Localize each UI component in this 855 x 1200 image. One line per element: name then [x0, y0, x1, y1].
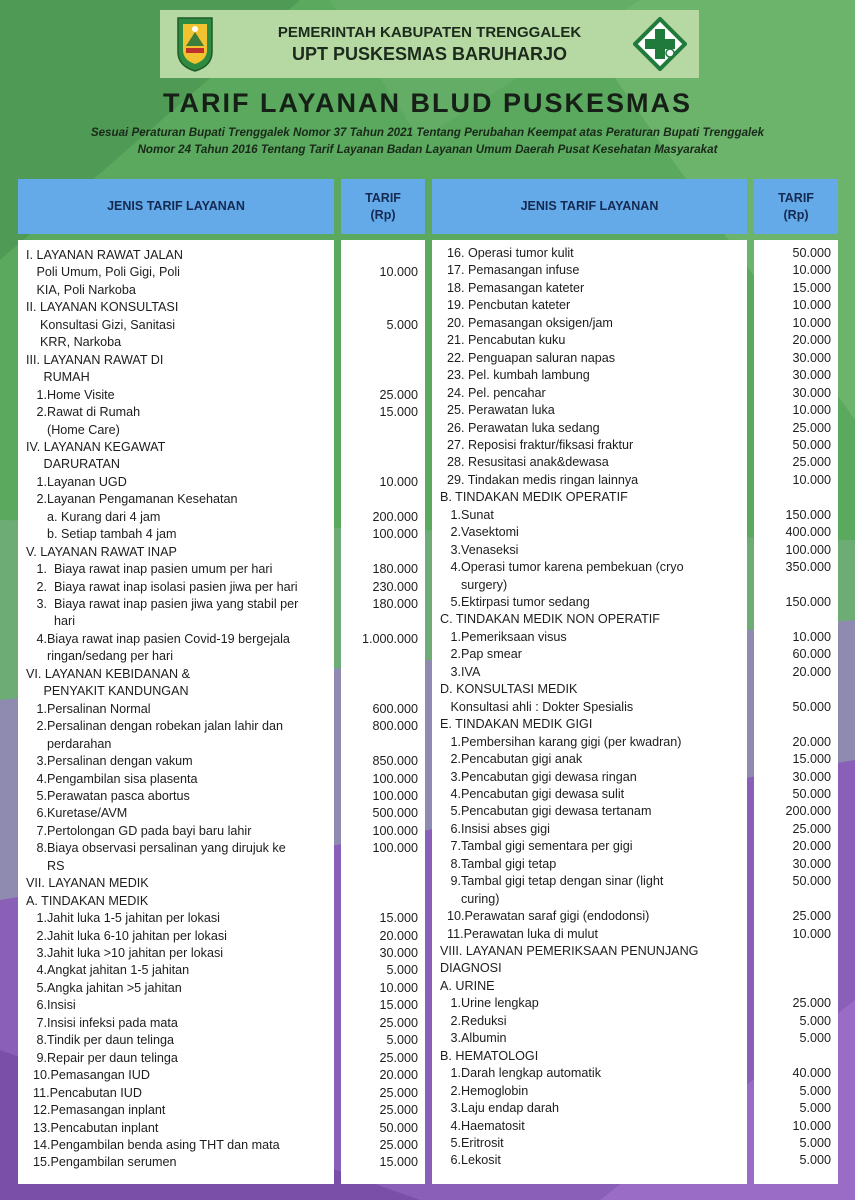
header-puskesmas-name: UPT PUSKESMAS BARUHARJO [291, 44, 568, 64]
service-row-text: 10.Pemasangan IUD [26, 1068, 150, 1083]
service-row-text: 8.Biaya observasi persalinan yang dirujuk ke [26, 841, 286, 856]
service-row-text: 2.Rawat di Rumah [26, 405, 141, 420]
service-row-text: 5.Perawatan pasca abortus [26, 788, 190, 803]
service-row-price: 25.000 [792, 455, 831, 470]
service-row-price: 30.000 [792, 385, 831, 400]
service-row-text: DIAGNOSI [440, 961, 502, 976]
service-row-text: 1. Biaya rawat inap pasien umum per hari [26, 562, 273, 577]
service-row-price: 850.000 [372, 754, 418, 769]
service-row-text: 4.Biaya rawat inap pasien Covid-19 bergejala [26, 631, 290, 646]
service-row-text: 6.Insisi [26, 998, 76, 1013]
service-row-text: 2.Persalinan dengan robekan jalan lahir dan [26, 719, 283, 734]
service-row-price: 150.000 [785, 507, 831, 522]
left-service-header [18, 179, 334, 234]
service-row-text: a. Kurang dari 4 jam [26, 509, 161, 524]
service-row-text: 6.Kuretase/AVM [26, 806, 128, 821]
service-row-text: 2.Hemoglobin [440, 1083, 529, 1098]
service-row-text: 1.Layanan UGD [26, 474, 127, 489]
header-banner [160, 10, 699, 78]
service-row-text: B. HEMATOLOGI [440, 1048, 539, 1063]
service-row-text: PENYAKIT KANDUNGAN [26, 684, 189, 699]
service-row-price: 5.000 [386, 1033, 418, 1048]
service-row-text: 5.Eritrosit [440, 1135, 504, 1150]
service-row-price: 230.000 [372, 579, 418, 594]
service-row-text: 13.Pencabutan inplant [26, 1120, 159, 1135]
service-row-price: 30.000 [792, 769, 831, 784]
service-row-text: 2.Jahit luka 6-10 jahitan per lokasi [26, 928, 227, 943]
service-row-text: 9.Tambal gigi tetap dengan sinar (light [440, 874, 664, 889]
right-service-header-label: JENIS TARIF LAYANAN [520, 199, 659, 213]
service-row-text: 5.Ektirpasi tumor sedang [440, 595, 590, 609]
service-row-price: 20.000 [792, 734, 831, 749]
service-row-text: 16. Operasi tumor kulit [440, 246, 574, 260]
service-row-text: 3.Persalinan dengan vakum [26, 754, 193, 769]
service-row-text: Konsultasi ahli : Dokter Spesialis [440, 699, 634, 714]
service-row-text: 3.Jahit luka >10 jahitan per lokasi [26, 946, 224, 960]
service-row-text: KIA, Poli Narkoba [26, 282, 136, 297]
service-row-text: 8.Tambal gigi tetap [440, 856, 557, 871]
service-row-price: 30.000 [379, 946, 418, 960]
service-row-text: 4.Pencabutan gigi dewasa sulit [440, 786, 625, 801]
service-row-price: 10.000 [792, 263, 831, 278]
service-row-text: 11.Pencabutan IUD [26, 1085, 142, 1100]
service-row-text: E. TINDAKAN MEDIK GIGI [440, 717, 593, 732]
service-row-text: 26. Perawatan luka sedang [440, 420, 600, 435]
service-row-price: 10.000 [792, 403, 831, 418]
service-row-price: 50.000 [792, 874, 831, 889]
service-row-price: 100.000 [372, 788, 418, 803]
service-row-text: DARURATAN [26, 457, 120, 472]
service-row-text: 4.Haematosit [440, 1118, 525, 1133]
service-row-price: 40.000 [792, 1066, 831, 1081]
service-row-price: 20.000 [379, 928, 418, 943]
service-row-price: 15.000 [792, 752, 831, 767]
service-row-price: 50.000 [792, 699, 831, 714]
service-row-text: 4.Operasi tumor karena pembekuan (cryo [440, 560, 684, 575]
service-row-price: 400.000 [785, 525, 831, 540]
service-row-price: 150.000 [785, 595, 831, 609]
service-row-text: 1.Home Visite [26, 387, 115, 402]
service-row-price: 50.000 [379, 1120, 418, 1135]
service-row-text: IV. LAYANAN KEGAWAT [26, 439, 166, 454]
service-row-text: 7.Insisi infeksi pada mata [26, 1015, 178, 1030]
right-service-header [432, 179, 747, 234]
service-row-price: 100.000 [372, 841, 418, 856]
service-row-price: 30.000 [792, 856, 831, 871]
service-row-text: 22. Penguapan saluran napas [440, 350, 616, 365]
service-row-price: 5.000 [799, 1135, 831, 1150]
service-row-price: 10.000 [792, 1118, 831, 1133]
regulation-subtitle [20, 124, 835, 158]
service-row-price: 100.000 [785, 542, 831, 557]
service-row-price: 10.000 [792, 315, 831, 330]
service-row-text: 29. Tindakan medis ringan lainnya [440, 472, 639, 487]
service-row-text: surgery) [440, 577, 508, 592]
service-row-text: 2.Pap smear [440, 647, 522, 662]
service-row-text: 3.Pencabutan gigi dewasa ringan [440, 769, 637, 784]
service-row-price: 25.000 [379, 1103, 418, 1118]
service-row-price: 600.000 [372, 701, 418, 716]
service-row-price: 15.000 [379, 405, 418, 420]
service-row-price: 1.000.000 [361, 631, 418, 646]
service-row-price: 180.000 [372, 597, 418, 611]
service-row-text: 17. Pemasangan infuse [440, 263, 580, 278]
left-service-header-label: JENIS TARIF LAYANAN [107, 199, 245, 213]
service-row-price: 5.000 [386, 963, 418, 978]
service-row-text: b. Setiap tambah 4 jam [26, 527, 177, 542]
service-row-price: 5.000 [386, 317, 418, 332]
service-row-text: RUMAH [26, 370, 90, 385]
service-row-price: 10.000 [792, 926, 831, 941]
service-row-text: 2. Biaya rawat inap isolasi pasien jiwa per hari [26, 579, 298, 594]
service-row-price: 5.000 [799, 1013, 831, 1028]
service-row-price: 25.000 [379, 1050, 418, 1065]
service-row-price: 200.000 [372, 509, 418, 524]
service-row-text: I. LAYANAN RAWAT JALAN [26, 248, 183, 262]
service-row-text: RS [26, 858, 65, 873]
service-row-text: B. TINDAKAN MEDIK OPERATIF [440, 490, 628, 505]
service-row-price: 25.000 [379, 1137, 418, 1152]
service-row-price: 10.000 [379, 265, 418, 280]
service-row-text: III. LAYANAN RAWAT DI [26, 352, 164, 367]
service-row-text: 3.Albumin [440, 1031, 507, 1046]
page-title: TARIF LAYANAN BLUD PUSKESMAS [162, 88, 693, 118]
service-row-price: 20.000 [792, 664, 831, 679]
right-tariff-header [754, 179, 838, 234]
service-row-text: 9.Repair per daun telinga [26, 1050, 178, 1065]
service-row-text: A. TINDAKAN MEDIK [26, 893, 149, 908]
service-row-price: 10.000 [792, 472, 831, 487]
service-row-text: 3.Venaseksi [440, 542, 519, 557]
service-row-price: 25.000 [379, 1085, 418, 1100]
service-row-text: 14.Pengambilan benda asing THT dan mata [26, 1137, 280, 1152]
service-row-text: hari [26, 614, 75, 629]
service-row-text: Konsultasi Gizi, Sanitasi [26, 317, 176, 332]
service-row-text: 28. Resusitasi anak&dewasa [440, 455, 609, 470]
service-row-text: 12.Pemasangan inplant [26, 1103, 166, 1118]
service-row-price: 500.000 [372, 806, 418, 821]
service-row-price: 10.000 [792, 298, 831, 313]
service-row-price: 200.000 [785, 804, 831, 819]
service-row-text: KRR, Narkoba [26, 335, 122, 350]
service-row-price: 10.000 [792, 629, 831, 644]
service-row-text: 3.Laju endap darah [440, 1101, 560, 1116]
service-row-text: 7.Tambal gigi sementara per gigi [440, 839, 633, 854]
service-row-text: 27. Reposisi fraktur/fiksasi fraktur [440, 437, 634, 452]
service-row-text: VIII. LAYANAN PEMERIKSAAN PENUNJANG [440, 944, 699, 958]
service-row-price: 10.000 [379, 474, 418, 489]
service-row-price: 5.000 [799, 1101, 831, 1116]
puskesmas-cross-icon [633, 17, 687, 71]
service-row-text: 4.Angkat jahitan 1-5 jahitan [26, 963, 190, 978]
service-row-text: 19. Pencbutan kateter [440, 298, 571, 313]
service-row-text: VII. LAYANAN MEDIK [26, 876, 149, 891]
service-row-text: 7.Pertolongan GD pada bayi baru lahir [26, 823, 252, 838]
service-row-price: 5.000 [799, 1153, 831, 1168]
service-row-price: 15.000 [379, 911, 418, 926]
service-row-price: 30.000 [792, 350, 831, 365]
service-row-text: Poli Umum, Poli Gigi, Poli [26, 265, 180, 280]
service-row-text: 10.Perawatan saraf gigi (endodonsi) [440, 909, 650, 924]
service-row-text: II. LAYANAN KONSULTASI [26, 300, 179, 315]
left-tariff-header-unit: (Rp) [370, 207, 396, 222]
service-row-text: 1.Pembersihan karang gigi (per kwadran) [440, 734, 682, 749]
service-row-price: 100.000 [372, 823, 418, 838]
service-row-price: 50.000 [792, 786, 831, 801]
left-tariff-header [341, 179, 425, 234]
service-row-price: 60.000 [792, 647, 831, 662]
service-row-text: 21. Pencabutan kuku [440, 333, 566, 348]
service-row-text: 1.Persalinan Normal [26, 701, 151, 716]
service-row-price: 180.000 [372, 562, 418, 577]
service-row-text: 1.Darah lengkap automatik [440, 1066, 602, 1081]
service-row-price: 20.000 [792, 839, 831, 854]
service-row-price: 25.000 [379, 387, 418, 402]
service-row-price: 30.000 [792, 368, 831, 383]
service-row-text: 5.Pencabutan gigi dewasa tertanam [440, 804, 652, 819]
service-row-text: V. LAYANAN RAWAT INAP [26, 544, 177, 559]
service-row-price: 25.000 [792, 909, 831, 924]
service-row-text: 15.Pengambilan serumen [26, 1155, 177, 1170]
service-row-price: 20.000 [379, 1068, 418, 1083]
service-row-text: 4.Pengambilan sisa plasenta [26, 771, 198, 786]
service-row-price: 100.000 [372, 771, 418, 786]
service-row-text: perdarahan [26, 736, 112, 751]
service-row-price: 10.000 [379, 980, 418, 995]
service-row-text: 2.Layanan Pengamanan Kesehatan [26, 492, 238, 507]
service-row-text: 8.Tindik per daun telinga [26, 1033, 174, 1048]
service-row-text: 23. Pel. kumbah lambung [440, 368, 590, 383]
left-tariff-header-label: TARIF [365, 190, 401, 205]
service-row-price: 15.000 [379, 998, 418, 1013]
service-row-text: VI. LAYANAN KEBIDANAN & [26, 666, 191, 681]
service-row-text: 18. Pemasangan kateter [440, 280, 585, 295]
service-row-text: C. TINDAKAN MEDIK NON OPERATIF [440, 612, 660, 627]
service-row-price: 50.000 [792, 246, 831, 260]
service-row-price: 15.000 [379, 1155, 418, 1170]
subtitle-line-1: Sesuai Peraturan Bupati Trenggalek Nomor 37 Tahun 2021 Tentang Perubahan Keempat atas Peraturan Bupati Trenggalek [90, 126, 765, 139]
right-tariff-header-unit: (Rp) [783, 207, 809, 222]
service-row-price: 5.000 [799, 1031, 831, 1046]
service-row-text: 1.Sunat [440, 507, 494, 522]
service-row-text: 5.Angka jahitan >5 jahitan [26, 980, 182, 995]
service-row-text: 6.Insisi abses gigi [440, 821, 550, 836]
service-row-text: 3.IVA [440, 664, 481, 679]
service-row-text: 2.Reduksi [440, 1013, 507, 1028]
service-row-text: 24. Pel. pencahar [440, 385, 546, 400]
service-row-price: 50.000 [792, 437, 831, 452]
service-row-text: A. URINE [440, 978, 495, 993]
service-row-price: 15.000 [792, 280, 831, 295]
header-government-name: PEMERINTAH KABUPATEN TRENGGALEK [277, 24, 582, 41]
service-row-price: 25.000 [379, 1015, 418, 1030]
service-row-text: 2.Pencabutan gigi anak [440, 752, 583, 767]
service-row-price: 20.000 [792, 333, 831, 348]
service-row-text: 2.Vasektomi [440, 525, 519, 540]
service-row-text: D. KONSULTASI MEDIK [440, 682, 578, 697]
service-row-text: 1.Pemeriksaan visus [440, 629, 567, 644]
service-row-price: 25.000 [792, 996, 831, 1011]
service-row-text: ringan/sedang per hari [26, 649, 174, 664]
service-row-price: 25.000 [792, 821, 831, 836]
service-row-text: 6.Lekosit [440, 1153, 501, 1168]
right-tariff-header-label: TARIF [778, 190, 814, 205]
service-row-text: (Home Care) [26, 422, 120, 437]
service-row-text: 25. Perawatan luka [440, 403, 555, 418]
service-row-price: 350.000 [785, 560, 831, 575]
service-row-price: 5.000 [799, 1083, 831, 1098]
service-row-text: 11.Perawatan luka di mulut [440, 926, 598, 941]
service-row-price: 800.000 [372, 719, 418, 734]
service-row-text: 1.Urine lengkap [440, 996, 539, 1011]
service-row-price: 25.000 [792, 420, 831, 435]
service-row-text: 20. Pemasangan oksigen/jam [440, 315, 613, 330]
service-row-price: 100.000 [372, 527, 418, 542]
service-row-text: curing) [440, 891, 500, 906]
subtitle-line-2: Nomor 24 Tahun 2016 Tentang Tarif Layanan Badan Layanan Umum Daerah Pusat Kesehatan Masyarakat [137, 143, 718, 156]
service-row-text: 3. Biaya rawat inap pasien jiwa yang stabil per [26, 597, 299, 611]
service-row-text: 1.Jahit luka 1-5 jahitan per lokasi [26, 911, 220, 926]
